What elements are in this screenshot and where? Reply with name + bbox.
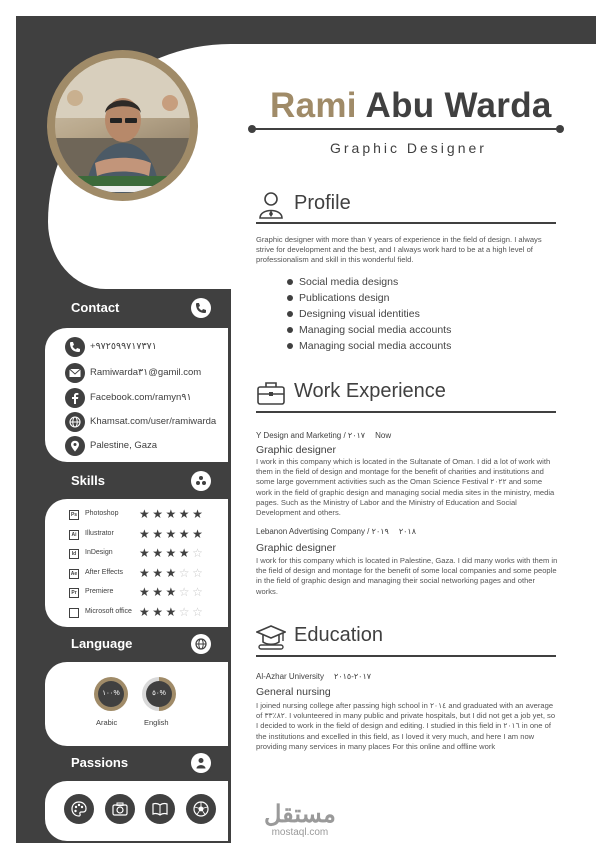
contact-heading [60,295,214,321]
phone-icon [65,337,85,357]
skill-rating [139,507,205,521]
passions-title: Passions [71,755,129,770]
list-item: Managing social media accounts [287,338,451,354]
skill-name: InDesign [85,549,113,556]
passions-heading [60,750,214,776]
star-filled-icon: ★ [152,507,166,521]
job-1-end: Now [375,431,392,440]
mostaql-watermark [264,800,336,838]
job-2-end: ٢٠١٩ [371,527,389,536]
education-divider [256,655,556,657]
education-description: I joined nursing college after passing high school in ٢٠١٤ and graduated with an average of ٨٢٪٣٣. I volunteered in many public and private hospitals, but I did not get a job yet, so I decided to work in the field of design and editing. I studied in this field in ٢٠١٦ in one of the institutions and excelled in this field, as I loved it very much, and here I am now providing many services in many places For this online and offline work [256,701,556,751]
profile-summary: Graphic designer with more than ٧ years of experience in the field of design. I always strive for development and the best, and I always work hard to be at a high level of professionalism and skill in this wonderful field. [256,235,542,265]
email-address[interactable]: Ramiwarda٣١@gamil.com [90,367,202,378]
skill-rating [139,605,205,619]
app-badge-icon [69,608,79,618]
language-panel [45,662,228,746]
skill-name: Microsoft office [85,607,132,615]
list-item: Managing social media accounts [287,322,451,338]
job-1-description: I work in this company which is located in the Sultanate of Oman. I did a lot of work with them in the field of design and montage for the benefit of charities and institutions and some large government activities such as the Oman Science Festival ٢٠٢٢ and some work in the field of graphic design and managing social media sites in the ministry, media pages. Such as the Ministry of Labor and the Ministry of Education and Social Development and others. [256,457,555,518]
skill-name: Premiere [85,588,114,595]
skill-rating [139,585,205,599]
list-item: Designing visual identities [287,306,451,322]
football-icon [186,794,216,824]
job-2-description: I work for this company which is located in Palestine, Gaza. I did many works with them in the field of design and montage for the benefit of some local companies and some people in the field of graphic design and managing their social networking pages and other works. [256,556,558,596]
education-degree: General nursing [256,686,331,698]
star-filled-icon: ★ [139,565,153,580]
profile-photo [55,58,190,193]
skills-title: Skills [71,473,105,488]
camera-icon [105,794,135,824]
skill-rating [139,566,205,580]
last-name: Abu Warda [365,86,552,125]
star-filled-icon: ★ [152,526,166,541]
first-name: Rami [270,86,357,125]
app-badge-icon: Pr [69,588,79,598]
star-filled-icon: ★ [152,565,166,580]
skills-heading-icon [191,471,211,491]
profile-divider [256,222,556,224]
list-item: Publications design [287,290,451,306]
star-filled-icon: ★ [165,507,179,521]
star-empty-icon: ☆ [192,604,206,619]
arabic-level-ring [94,677,128,711]
palette-icon [64,794,94,824]
english-label: English [144,718,169,727]
job-1-company-date [256,431,391,440]
person-icon [256,190,286,220]
star-filled-icon: ★ [192,507,206,521]
app-badge-icon: Id [69,549,79,559]
profile-bullet-list [287,274,451,354]
skill-name: Illustrator [85,529,114,537]
globe-heading-icon [191,634,211,654]
star-filled-icon: ★ [152,546,166,560]
experience-divider [256,411,556,413]
facebook-icon [65,388,85,408]
star-empty-icon: ☆ [178,604,193,619]
star-empty-icon: ☆ [192,546,206,560]
profile-title: Profile [294,192,351,214]
skill-name: Photoshop [85,510,119,517]
arabic-label: Arabic [96,718,118,727]
star-filled-icon: ★ [178,526,193,541]
contact-title: Contact [71,300,120,315]
star-filled-icon: ★ [139,546,153,560]
star-filled-icon: ★ [139,526,153,541]
location-text: Palestine, Gaza [90,440,158,451]
email-icon [65,363,85,383]
skill-name: After Effects [85,568,123,576]
location-pin-icon [65,436,85,456]
star-empty-icon: ☆ [178,585,193,599]
english-level-value: ٥٠% [146,681,172,707]
education-years: ٢٠١٧-٢٠١٥ [334,672,372,681]
skills-heading [60,468,214,494]
arabic-level-value: ١٠٠% [98,681,124,707]
star-empty-icon: ☆ [178,565,193,580]
briefcase-icon [256,378,286,408]
globe-icon [65,412,85,432]
experience-heading [256,378,556,408]
job-2-company: Lebanon Advertising Company / ٢٠١٨ [256,527,417,536]
app-badge-icon: Ai [69,530,79,540]
experience-title: Work Experience [294,380,446,402]
app-badge-icon: Ps [70,512,78,518]
language-heading [60,631,214,657]
star-filled-icon: ★ [152,585,166,599]
person-heading-icon [191,753,211,773]
profile-photo-frame [47,50,198,201]
phone-heading-icon [191,298,211,318]
job-2-role: Graphic designer [256,542,336,554]
watermark-latin: mostaql.com [271,827,329,838]
star-filled-icon: ★ [165,546,179,560]
skills-panel [45,499,228,627]
star-empty-icon: ☆ [192,565,206,580]
phone-number: +٩٧٢٥٩٩٧١٧٣٧١ [90,341,157,352]
star-empty-icon: ☆ [192,585,206,599]
book-icon [145,794,175,824]
star-filled-icon: ★ [178,546,193,560]
education-school-years [256,672,371,681]
graduation-cap-icon [256,622,286,652]
star-filled-icon: ★ [165,565,179,580]
education-heading [256,622,556,652]
star-filled-icon: ★ [165,585,179,599]
portrait-illustration [55,58,190,193]
contact-panel [45,328,228,462]
star-filled-icon: ★ [192,526,206,541]
skill-rating [139,546,205,560]
star-filled-icon: ★ [165,604,179,619]
name-divider [250,128,562,130]
education-school: Al-Azhar University [256,672,325,681]
job-title: Graphic Designer [330,140,487,156]
star-filled-icon: ★ [139,585,153,599]
candidate-name [270,86,552,126]
star-filled-icon: ★ [139,604,153,619]
watermark-arabic: مستقل [264,801,336,828]
list-item: Social media designs [287,274,451,290]
english-level-ring [142,677,176,711]
profile-heading [256,190,556,220]
website-link[interactable]: Khamsat.com/user/ramiwarda [90,416,217,427]
star-filled-icon: ★ [178,507,193,521]
facebook-link[interactable]: Facebook.com/ramyn٩١ [90,392,192,403]
skill-rating [139,527,205,541]
job-2-company-date [256,527,416,536]
education-title: Education [294,624,383,646]
job-1-company: Y Design and Marketing / ٢٠١٧ [256,431,366,440]
app-badge-icon: Ae [70,570,78,577]
language-title: Language [71,636,133,651]
star-filled-icon: ★ [139,507,153,521]
star-filled-icon: ★ [165,526,179,541]
star-filled-icon: ★ [152,604,166,619]
job-1-role: Graphic designer [256,444,336,456]
